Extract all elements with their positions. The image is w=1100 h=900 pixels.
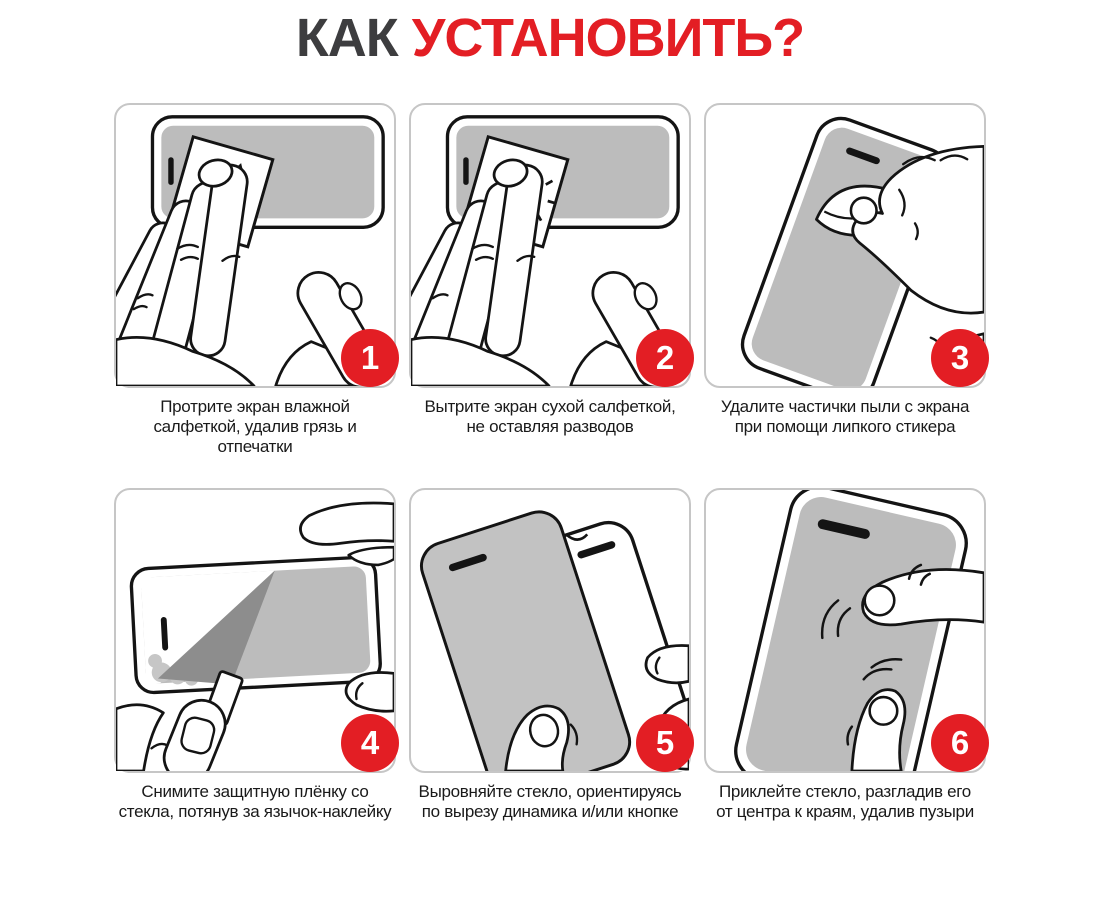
caption-line-1: Приклейте стекло, разгладив его	[719, 782, 971, 801]
camera-dash	[463, 157, 468, 185]
step-2-illustration-panel	[409, 103, 691, 388]
caption-line-2: салфеткой, удалив грязь и отпечатки	[153, 417, 357, 456]
step-5-illustration-panel	[409, 488, 691, 773]
caption-line-2: стекла, потянув за язычок-наклейку	[118, 802, 392, 821]
caption-line-1: Удалите частички пыли с экрана	[720, 397, 970, 416]
step-number-badge: 4	[341, 714, 399, 772]
step-number-badge: 1	[341, 329, 399, 387]
steps-grid	[114, 103, 986, 853]
step-card-4	[114, 488, 396, 822]
step-card-2	[409, 103, 691, 457]
step-6-illustration-panel	[704, 488, 986, 773]
step-caption	[409, 397, 691, 437]
step-card-1	[114, 103, 396, 457]
step-number-badge: 5	[636, 714, 694, 772]
step-number-badge: 6	[931, 714, 989, 772]
step-4-illustration-panel	[114, 488, 396, 773]
step-caption	[704, 397, 986, 437]
step-caption	[409, 782, 691, 822]
step-1-illustration-panel	[114, 103, 396, 388]
caption-line-2: при помощи липкого стикера	[734, 417, 956, 436]
step-caption	[704, 782, 986, 822]
caption-line-1: Выровняйте стекло, ориентируясь	[418, 782, 682, 801]
camera-dash	[168, 157, 173, 185]
step-card-3	[704, 103, 986, 457]
title-prefix: КАК	[295, 8, 398, 68]
step-caption	[114, 397, 396, 457]
caption-line-1: Протрите экран влажной	[160, 397, 350, 416]
caption-line-2: от центра к краям, удалив пузыри	[716, 802, 974, 821]
step-number-badge: 3	[931, 329, 989, 387]
caption-line-1: Вытрите экран сухой салфеткой,	[424, 397, 676, 416]
caption-line-1: Снимите защитную плёнку со	[141, 782, 369, 801]
step-number-badge: 2	[636, 329, 694, 387]
step-card-5	[409, 488, 691, 822]
pulling-hand	[116, 693, 232, 771]
caption-line-2: не оставляя разводов	[466, 417, 634, 436]
title-highlight: УСТАНОВИТЬ?	[411, 8, 805, 68]
caption-line-2: по вырезу динамика и/или кнопке	[421, 802, 679, 821]
step-card-6	[704, 488, 986, 822]
phone-with-film	[131, 557, 382, 694]
page-title	[0, 8, 1100, 68]
step-3-illustration-panel	[704, 103, 986, 388]
step-caption	[114, 782, 396, 822]
